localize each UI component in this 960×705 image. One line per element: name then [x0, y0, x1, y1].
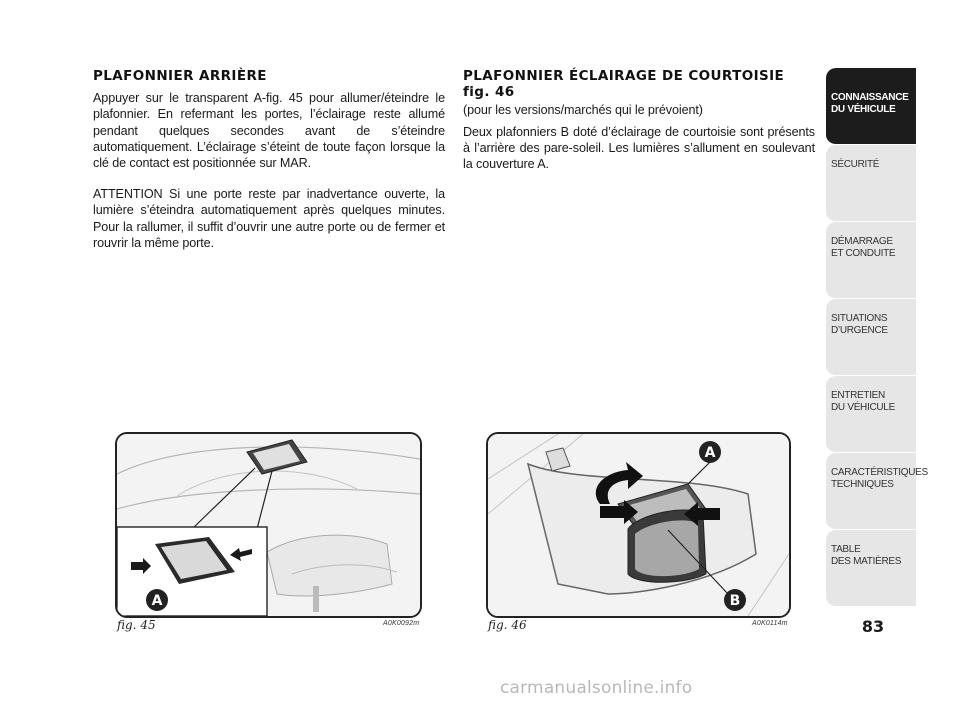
tab-entretien-du-vehicule[interactable]: [826, 376, 916, 453]
rear-light-paragraph: Appuyer sur le transparent A-fig. 45 pour allumer/éteindre le plafonnier. En refermant les portes, l’éclairage reste allumé pendant quelques secondes avant de s’éteindre automatiquement. L’éclairage s’éteint de toute façon lorsque la clé de contact est positionnée sur MAR.: [93, 91, 445, 171]
fig46-label: fig. 46: [488, 618, 527, 632]
callout-a: A: [704, 445, 716, 461]
figure-46: [486, 432, 791, 618]
page-number: 83: [861, 617, 885, 636]
callout-a: A: [151, 593, 163, 609]
tab-securite[interactable]: [826, 145, 916, 222]
tab-table-des-matieres[interactable]: [826, 530, 916, 607]
tab-label: SITUATIONS D’URGENCE: [831, 313, 888, 336]
courtesy-light-title: PLAFONNIER ÉCLAIRAGE DE COURTOISIE fig. 46: [463, 68, 785, 101]
tab-demarrage-et-conduite[interactable]: [826, 222, 916, 299]
rear-ceiling-light-illustration: [117, 434, 420, 616]
fig45-code: A0K0092m: [383, 620, 420, 627]
tab-label: CARACTÉRISTIQUES TECHNIQUES: [831, 467, 928, 490]
tab-label: SÉCURITÉ: [831, 159, 880, 170]
left-column: [93, 68, 445, 266]
chapter-sidebar: [826, 68, 928, 607]
callout-b: B: [729, 593, 741, 609]
tab-label: TABLE DES MATIÈRES: [831, 544, 902, 567]
tab-caracteristiques-techniques[interactable]: [826, 453, 928, 530]
courtesy-light-subtitle: (pour les versions/marchés qui le prévoient): [463, 103, 703, 118]
tab-label: ENTRETIEN DU VÉHICULE: [831, 390, 895, 413]
right-column: [463, 68, 815, 187]
watermark: carmanualsonline.info: [500, 678, 693, 698]
fig46-code: A0K0114m: [752, 620, 788, 627]
tab-situations-d-urgence[interactable]: [826, 299, 916, 376]
sun-visor-light-illustration: [488, 434, 789, 616]
figure-45: [115, 432, 422, 618]
tab-label: CONNAISSANCE DU VÉHICULE: [831, 92, 909, 115]
rear-light-warning: ATTENTION Si une porte reste par inadvertance ouverte, la lumière s’éteindra automatiquement après quelques minutes. Pour la rallumer, il suffit d’ouvrir une autre porte ou de fermer et rouvrir la même porte.: [93, 187, 445, 250]
courtesy-light-paragraph: Deux plafonniers B doté d’éclairage de courtoisie sont présents à l’arrière des pare-soleil. Les lumières s’allument en soulevant la couverture A.: [463, 124, 815, 172]
rear-light-title: PLAFONNIER ARRIÈRE: [93, 68, 267, 84]
fig45-label: fig. 45: [117, 618, 156, 632]
tab-label: DÉMARRAGE ET CONDUITE: [831, 236, 896, 259]
tab-connaissance-du-vehicule[interactable]: [826, 68, 916, 145]
